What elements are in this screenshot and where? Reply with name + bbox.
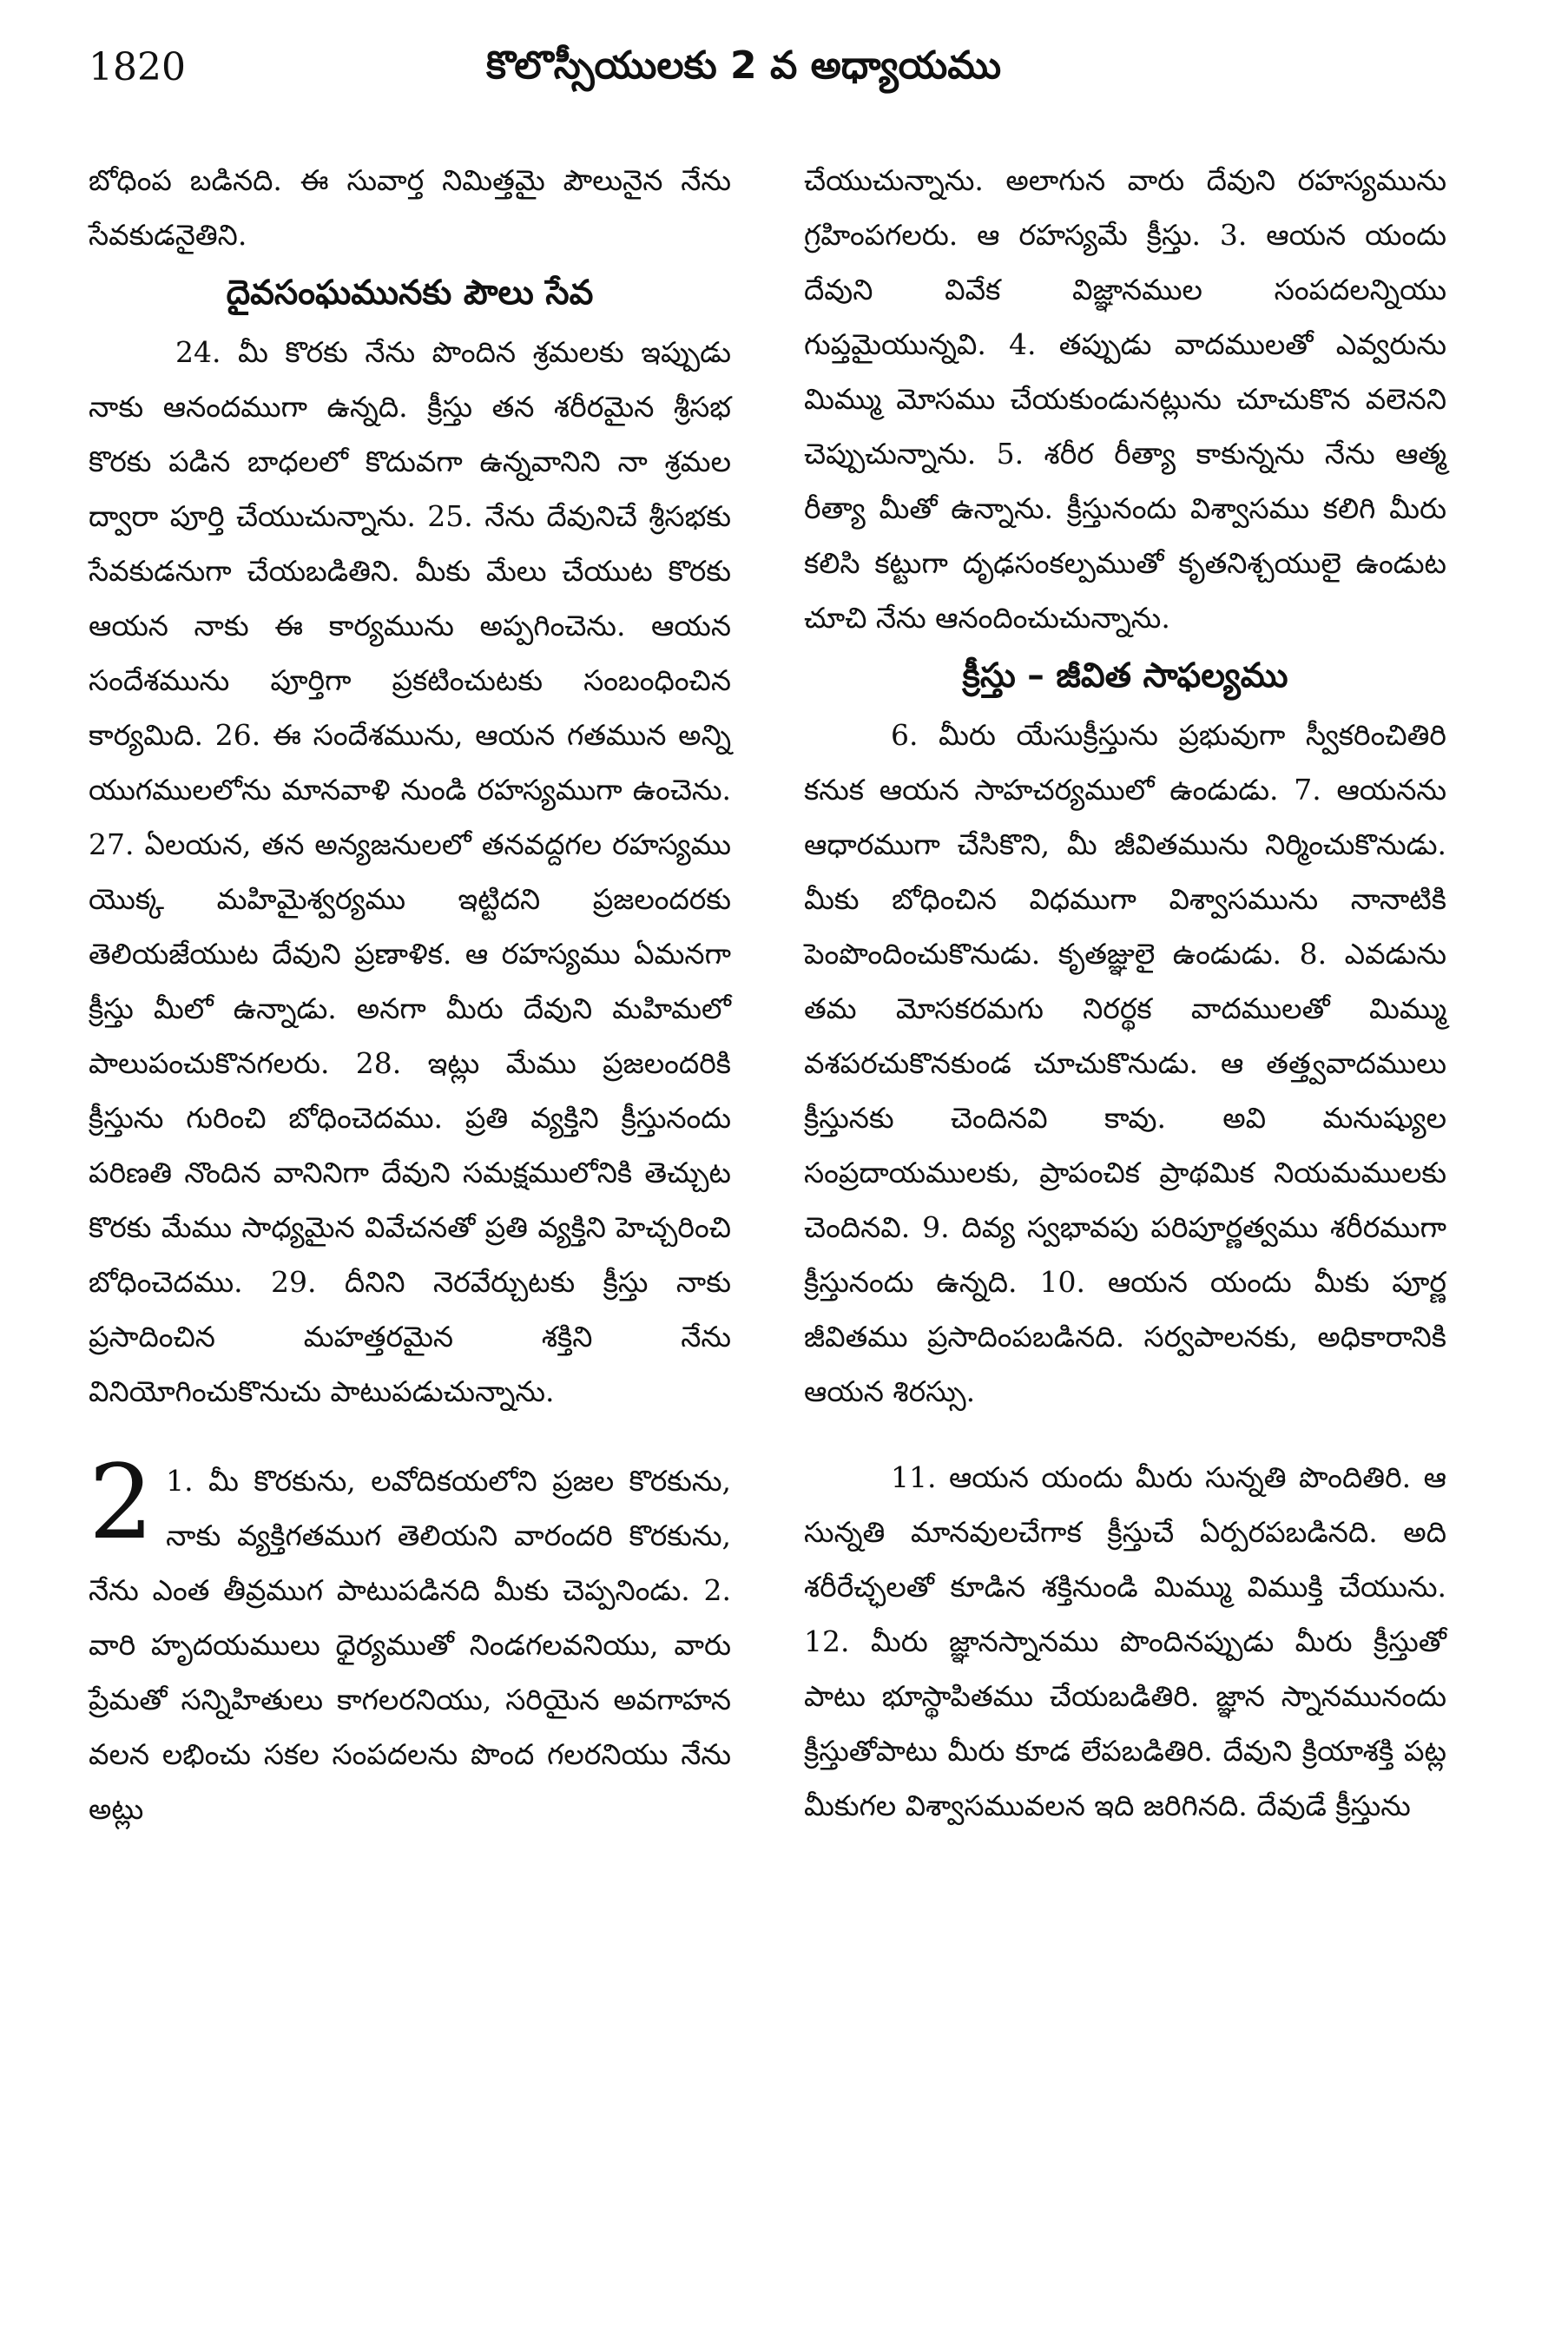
chapter-number: 2 [89, 1442, 155, 1562]
verse-paragraph-11: 11. ఆయన యందు మీరు సున్నతి పొందితిరి. ఆ సున్నతి మానవులచేగాక క్రీస్తుచే ఏర్పరపబడినది. అది శరీరేచ్ఛలతో కూడిన శక్తినుండి మిమ్ము విముక్తి చేయును. 12. మీరు జ్ఞానస్నానము పొందినప్పుడు మీరు క్రీస్తుతో పాటు భూస్థాపితము చేయబడితిరి. జ్ఞాన స్నానమునందు క్రీస్తుతోపాటు మీరు కూడ లేపబడితిరి. దేవుని క్రియాశక్తి పట్ల మీకుగల విశ్వాసమువలన ఇది జరిగినది. దేవుడే క్రీస్తును [804, 1460, 1446, 1822]
running-title: కొలొస్సీయులకు 2 వ అధ్యాయము [486, 43, 1002, 88]
chapter-2-paragraph [89, 1442, 731, 1836]
left-column [89, 153, 731, 1836]
verse-paragraph-24: 24. మీ కొరకు నేను పొందిన శ్రమలకు ఇప్పుడు నాకు ఆనందముగా ఉన్నది. క్రీస్తు తన శరీరమైన శ్రీసభ కొరకు పడిన బాధలలో కొదువగా ఉన్నవానిని నా శ్రమల ద్వారా పూర్తి చేయుచున్నాను. 25. నేను దేవునిచే శ్రీసభకు సేవకుడనుగా చేయబడితిని. మీకు మేలు చేయుట కొరకు ఆయన నాకు ఈ కార్యమును అప్పగించెను. ఆయన సందేశమును పూర్తిగా ప్రకటించుటకు సంబంధించిన కార్యమిది. 26. ఈ సందేశమును, ఆయన గతమున అన్ని యుగములలోను మానవాళి నుండి రహస్యముగా ఉంచెను. 27. ఏలయన, తన అన్యజనులలో తనవద్దగల రహస్యము యొక్క మహిమైశ్వర్యము ఇట్టిదని ప్రజలందరకు తెలియజేయుట దేవుని ప్రణాళిక. ఆ రహస్యము ఏమనగా క్రీస్తు మీలో ఉన్నాడు. అనగా మీరు దేవుని మహిమలో పాలుపంచుకొనగలరు. 28. ఇట్లు మేము ప్రజలందరికి క్రీస్తును గురించి బోధించెదము. ప్రతి వ్యక్తిని క్రీస్తునందు పరిణతి నొందిన వానినిగా దేవుని సమక్షములోనికి తెచ్చుట కొరకు మేము సాధ్యమైన వివేచనతో ప్రతి వ్యక్తిని హెచ్చరించి బోధించెదము. 29. దీనిని నెరవేర్చుటకు క్రీస్తు నాకు ప్రసాదించిన మహత్తరమైన శక్తిని నేను వినియోగించుకొనుచు పాటుపడుచున్నాను. [89, 335, 731, 1408]
verse-paragraph-6: 6. మీరు యేసుక్రీస్తును ప్రభువుగా స్వీకరించితిరి కనుక ఆయన సాహచర్యములో ఉండుడు. 7. ఆయనను ఆధారముగా చేసికొని, మీ జీవితమును నిర్మించుకొనుడు. మీకు బోధించిన విధముగా విశ్వాసమును నానాటికి పెంపొందించుకొనుడు. కృతజ్ఞులై ఉండుడు. 8. ఎవడును తమ మోసకరమగు నిరర్థక వాదములతో మిమ్ము వశపరచుకొనకుండ చూచుకొనుడు. ఆ తత్త్వవాదములు క్రీస్తునకు చెందినవి కావు. అవి మనుష్యుల సంప్రదాయములకు, ప్రాపంచిక ప్రాథమిక నియమములకు చెందినవి. 9. దివ్య స్వభావపు పరిపూర్ణత్వము శరీరముగా క్రీస్తునందు ఉన్నది. 10. ఆయన యందు మీకు పూర్ణ జీవితము ప్రసాదింపబడినది. సర్వపాలనకు, అధికారానికి ఆయన శిరస్సు. [804, 718, 1446, 1408]
intro-paragraph: బోధింప బడినది. ఈ సువార్త నిమిత్తమై పౌలునైన నేను సేవకుడనైతిని. [89, 163, 731, 252]
continued-paragraph: చేయుచున్నాను. అలాగున వారు దేవుని రహస్యమును గ్రహింపగలరు. ఆ రహస్యమే క్రీస్తు. 3. ఆయన యందు దేవుని వివేక విజ్ఞానముల సంపదలన్నియు గుప్తమైయున్నవి. 4. తప్పుడు వాదములతో ఎవ్వరును మిమ్ము మోసము చేయకుండునట్లును చూచుకొన వలెనని చెప్పుచున్నాను. 5. శరీర రీత్యా కాకున్నను నేను ఆత్మ రీత్యా మీతో ఉన్నాను. క్రీస్తునందు విశ్వాసము కలిగి మీరు కలిసి కట్టుగా దృఢసంకల్పముతో కృతనిశ్చయులై ఉండుట చూచి నేను ఆనందించుచున్నాను. [804, 163, 1446, 635]
section-heading-paul-service: దైవసంఘమునకు పౌలు సేవ [226, 273, 594, 313]
section-heading-christ-life: క్రీస్తు – జీవిత సాఫల్యము [962, 656, 1288, 695]
chapter-2-text: 1. మీ కొరకును, లవోదికయలోని ప్రజల కొరకును, నాకు వ్యక్తిగతముగ తెలియని వారందరి కొరకును, నేను ఎంత తీవ్రముగ పాటుపడినది మీకు చెప్పనిండు. 2. వారి హృదయములు ధైర్యముతో నిండగలవనియు, వారు ప్రేమతో సన్నిహితులు కాగలరనియు, సరియైన అవగాహన వలన లభించు సకల సంపదలను పొంద గలరనియు నేను అట్లు [89, 1464, 731, 1826]
right-column [804, 153, 1446, 1833]
page-number: 1820 [89, 45, 186, 89]
paragraph-gap [804, 1419, 1446, 1450]
